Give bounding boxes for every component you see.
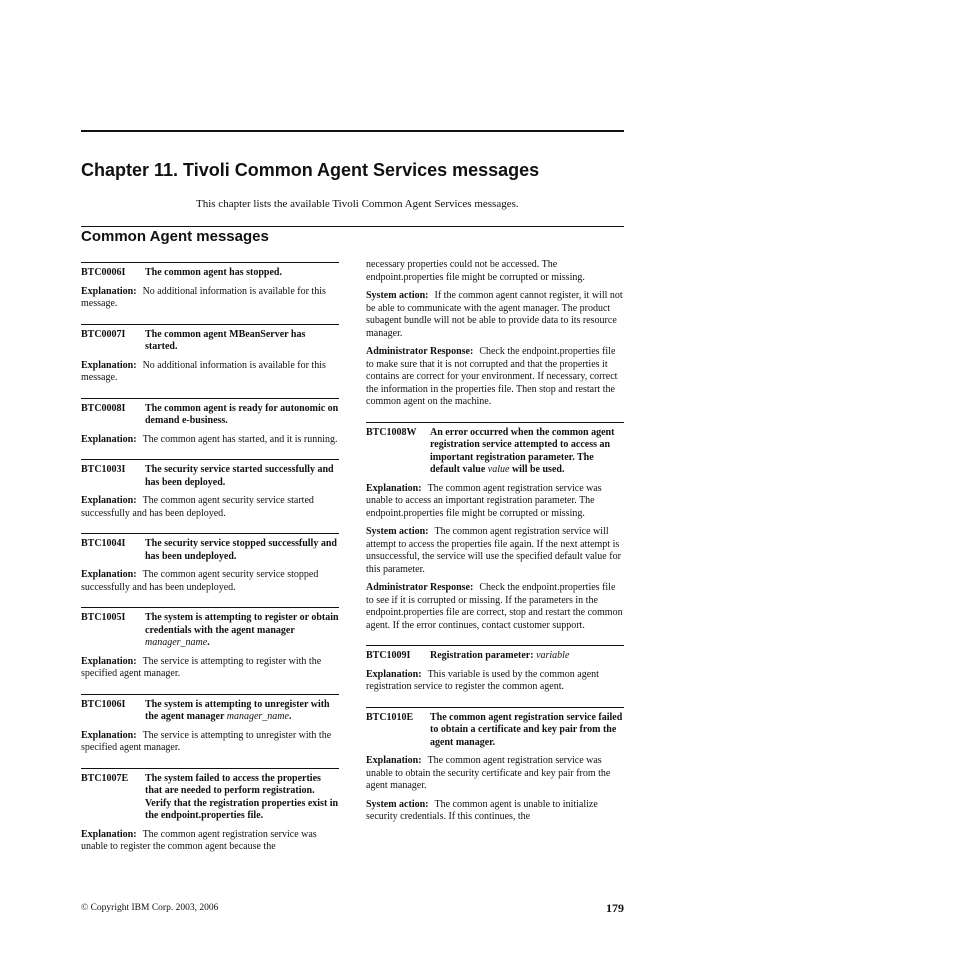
right-column: [366, 259, 624, 837]
explanation-paragraph: [81, 656, 339, 681]
explanation-label: Explanation:: [81, 359, 137, 371]
message-entry: [81, 398, 339, 447]
message-title-end: will be used.: [511, 464, 565, 475]
explanation-paragraph: [366, 755, 624, 793]
admin-response-paragraph: [366, 582, 624, 632]
message-title: [145, 612, 339, 650]
message-title: The security service stopped successfully and has been undeployed.: [145, 538, 337, 562]
message-title: [145, 699, 339, 724]
message-entry: [81, 324, 339, 385]
message-entry: [81, 262, 339, 311]
admin-response-label: Administrator Response:: [366, 582, 474, 593]
explanation-paragraph: [81, 495, 339, 520]
chapter-top-rule: [81, 130, 624, 132]
message-entry: [366, 645, 624, 694]
continuation-text: necessary properties could not be accessed. The endpoint.properties file might be corrupted or missing.: [366, 259, 585, 283]
explanation-paragraph: [81, 360, 339, 385]
explanation-text: No additional information is available for this message.: [81, 359, 326, 383]
explanation-text: The common agent registration service was unable to obtain the security certificate and key pair from the agent manager.: [366, 755, 611, 791]
system-action-paragraph: [366, 290, 624, 340]
system-action-paragraph: [366, 526, 624, 576]
message-entry: [81, 768, 339, 854]
message-id: BTC1004I: [81, 538, 126, 549]
explanation-paragraph: [81, 569, 339, 594]
admin-response-text: Check the endpoint.properties file to make sure that it is not corrupted and that the properties it contains are correct for your environment. If necessary, correct the information in the properties file. Then stop and restart the common agent on the machine.: [366, 346, 618, 407]
message-variable: variable: [536, 650, 570, 661]
message-title: The common agent MBeanServer has started.: [145, 328, 306, 352]
system-action-label: System action:: [366, 290, 429, 301]
admin-response-paragraph: [366, 346, 624, 409]
message-id: BTC1006I: [81, 698, 126, 710]
message-entry: [366, 707, 624, 824]
system-action-paragraph: [366, 799, 624, 824]
message-id: BTC1003I: [81, 464, 126, 475]
system-action-label: System action:: [366, 798, 429, 810]
chapter-intro: This chapter lists the available Tivoli Common Agent Services messages.: [196, 198, 519, 210]
message-title: The common agent is ready for autonomic on demand e-business.: [145, 402, 339, 426]
section-rule: [81, 226, 624, 227]
system-action-label: System action:: [366, 526, 429, 537]
page-number: 179: [606, 901, 624, 915]
message-id: BTC1005I: [81, 612, 126, 623]
message-title-end: .: [288, 711, 292, 722]
section-title: Common Agent messages: [81, 228, 269, 245]
explanation-text: The common agent has started, and it is running.: [142, 433, 338, 445]
left-column: [81, 262, 339, 867]
explanation-text: The common agent registration service was unable to register the common agent because the: [81, 828, 317, 852]
message-id: BTC1010E: [366, 711, 414, 723]
message-variable: manager_name: [145, 637, 208, 648]
explanation-label: Explanation:: [81, 285, 137, 297]
message-title-text: An error occurred when the common agent registration service attempted to access an important registration parameter. The default value: [430, 426, 615, 475]
explanation-text: The common agent security service started successfully and has been deployed.: [81, 495, 314, 519]
message-title-text: Registration parameter:: [430, 650, 534, 661]
explanation-text: The common agent security service stopped successfully and has been undeployed.: [81, 569, 319, 593]
message-id: BTC1009I: [366, 650, 411, 661]
message-id: BTC0006I: [81, 267, 126, 278]
message-continuation: [366, 259, 624, 409]
explanation-label: Explanation:: [81, 655, 137, 667]
message-variable: value: [487, 464, 510, 475]
explanation-paragraph: [366, 669, 624, 694]
message-variable: manager_name: [226, 711, 289, 722]
admin-response-text: Check the endpoint.properties file to see if it is corrupted or missing. If the parameters in the endpoint.properties file are correct, stop and restart the common agent. If the error continues, contact customer support.: [366, 582, 623, 631]
explanation-text: The service is attempting to unregister with the specified agent manager.: [81, 729, 332, 753]
message-id: BTC1007E: [81, 772, 129, 784]
explanation-label: Explanation:: [81, 433, 137, 445]
explanation-label: Explanation:: [366, 755, 422, 766]
system-action-text: The common agent is unable to initialize security credentials. If this continues, the: [366, 798, 598, 822]
message-title: The common agent has stopped.: [145, 267, 282, 278]
message-entry: [366, 422, 624, 633]
admin-response-label: Administrator Response:: [366, 346, 474, 357]
chapter-title: Chapter 11. Tivoli Common Agent Services messages: [81, 160, 540, 180]
explanation-paragraph: [366, 483, 624, 521]
explanation-paragraph: [81, 829, 339, 854]
message-entry: [81, 694, 339, 755]
message-title: The security service started successfully and has been deployed.: [145, 464, 334, 488]
explanation-paragraph: [81, 286, 339, 311]
explanation-label: Explanation:: [81, 828, 137, 840]
explanation-label: Explanation:: [81, 495, 137, 506]
message-title: The common agent registration service failed to obtain a certificate and key pair from the agent manager.: [430, 711, 623, 748]
explanation-text: This variable is used by the common agent registration service to register the common agent.: [366, 668, 599, 692]
message-title: [430, 650, 624, 663]
explanation-text: No additional information is available for this message.: [81, 285, 326, 309]
explanation-text: The common agent registration service was unable to access an important registration parameter. The endpoint.properties file might be corrupted or missing.: [366, 482, 602, 519]
system-action-text: The common agent registration service will attempt to access the properties file again. If the next attempt is unsuccessful, the service will use the specified default value for this parameter.: [366, 526, 621, 575]
message-id: BTC0007I: [81, 328, 126, 340]
explanation-paragraph: [81, 434, 339, 447]
explanation-label: Explanation:: [366, 668, 422, 680]
message-id: BTC0008I: [81, 402, 126, 414]
footer-copyright: © Copyright IBM Corp. 2003, 2006: [81, 903, 219, 913]
message-entry: [81, 533, 339, 594]
explanation-paragraph: [81, 730, 339, 755]
message-title: The system failed to access the properties that are needed to perform registration. Verify that the registration properties exist in the endpoint.properties file.: [145, 772, 339, 821]
explanation-text: The service is attempting to register with the specified agent manager.: [81, 655, 322, 679]
explanation-label: Explanation:: [366, 482, 422, 494]
explanation-label: Explanation:: [81, 729, 137, 741]
explanation-label: Explanation:: [81, 569, 137, 580]
message-title-end: .: [207, 637, 210, 648]
message-title: [430, 427, 624, 477]
message-title-text: The system is attempting to unregister with the agent manager: [145, 698, 330, 722]
message-entry: [81, 459, 339, 520]
message-entry: [81, 607, 339, 681]
message-id: BTC1008W: [366, 426, 417, 438]
message-title-text: The system is attempting to register or obtain credentials with the agent manager: [145, 612, 339, 636]
system-action-text: If the common agent cannot register, it will not be able to communicate with the agent manager. The product subagent bundle will not be able to provide data to its resource manager.: [366, 290, 623, 339]
